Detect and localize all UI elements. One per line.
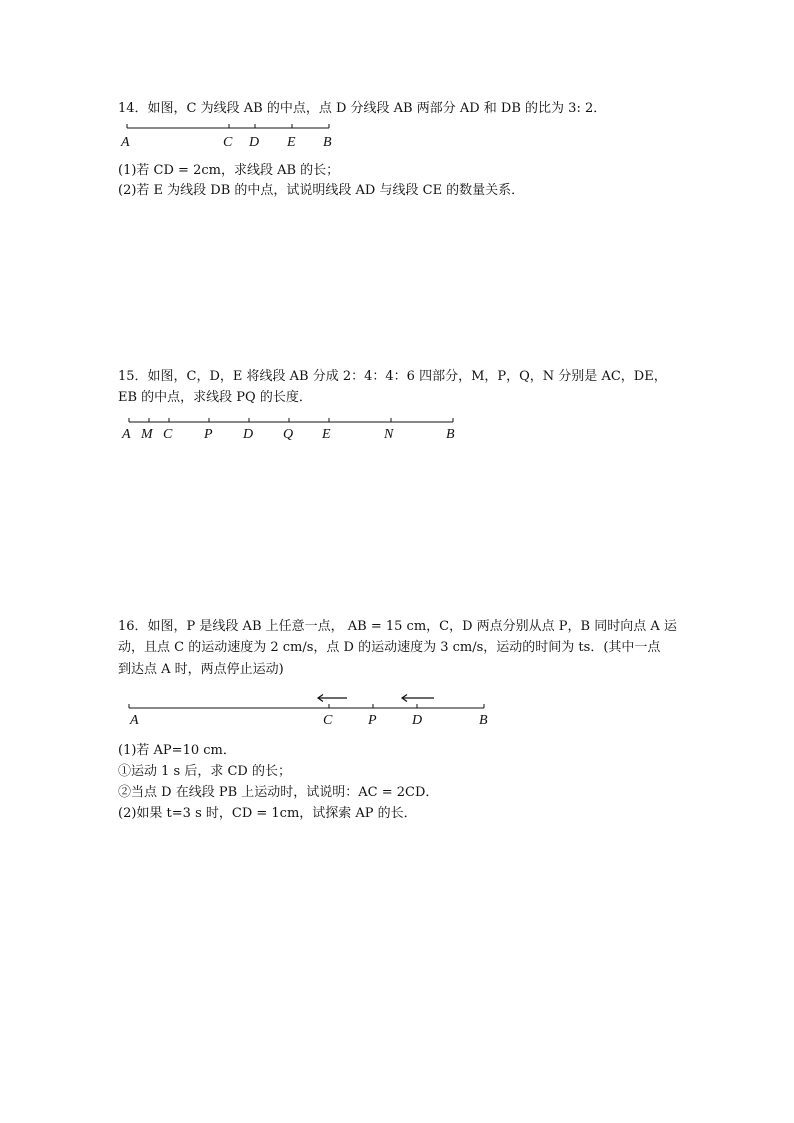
problem-16-statement-cont-2: 到达点 A 时，两点停止运动) <box>118 662 284 677</box>
point-label-e: E <box>322 427 331 442</box>
point-label-e: E <box>287 135 296 150</box>
point-label-p: P <box>368 713 377 728</box>
problem-16-part-2: (2)如果 t=3 s 时，CD = 1cm，试探索 AP 的长． <box>118 806 417 821</box>
arrow-left-icon <box>318 695 347 702</box>
problem-16-statement: 16．如图，P 是线段 AB 上任意一点， AB = 15 cm，C，D 两点分别从点 P，B 同时向点 A 运 <box>118 619 677 634</box>
point-label-b: B <box>446 427 455 442</box>
problem-15-statement-cont: EB 的中点，求线段 PQ 的长度． <box>118 390 312 405</box>
problem-14-statement: 14．如图，C 为线段 AB 的中点，点 D 分线段 AB 两部分 AD 和 DB 的比为 3: 2． <box>118 101 607 116</box>
problem-15-statement: 15．如图，C，D，E 将线段 AB 分成 2：4：4：6 四部分，M，P，Q，N 分别是 AC，DE， <box>118 369 667 384</box>
point-label-p: P <box>204 427 213 442</box>
segment-16 <box>129 704 484 708</box>
problem-16-statement-cont-1: 动，且点 C 的运动速度为 2 cm/s，点 D 的运动速度为 3 cm/s，运动的时间为 ts．(其中一点 <box>118 640 661 655</box>
point-label-b: B <box>479 713 488 728</box>
point-label-d: D <box>243 427 254 442</box>
segment-14 <box>127 124 329 128</box>
problem-16-part-1-sub-1: ①运动 1 s 后，求 CD 的长； <box>118 764 291 779</box>
point-label-d: D <box>249 135 260 150</box>
problem-14-part-2: (2)若 E 为线段 DB 的中点，试说明线段 AD 与线段 CE 的数量关系． <box>118 183 525 198</box>
problem-16-part-1-sub-2: ②当点 D 在线段 PB 上运动时，试说明：AC = 2CD． <box>118 785 439 800</box>
point-label-d: D <box>412 713 423 728</box>
point-label-c: C <box>163 427 173 442</box>
point-label-q: Q <box>283 427 294 442</box>
point-label-a: A <box>122 427 131 442</box>
problem-14-part-1: (1)若 CD = 2cm，求线段 AB 的长； <box>118 163 340 178</box>
point-label-a: A <box>121 135 130 150</box>
point-label-a: A <box>130 713 139 728</box>
problem-16-part-1: (1)若 AP=10 cm． <box>118 743 236 758</box>
point-label-n: N <box>384 427 394 442</box>
point-label-b: B <box>323 135 332 150</box>
arrow-left-icon <box>402 695 434 702</box>
point-label-c: C <box>223 135 233 150</box>
point-label-c: C <box>323 713 333 728</box>
segment-15 <box>129 418 453 422</box>
point-label-m: M <box>141 427 153 442</box>
